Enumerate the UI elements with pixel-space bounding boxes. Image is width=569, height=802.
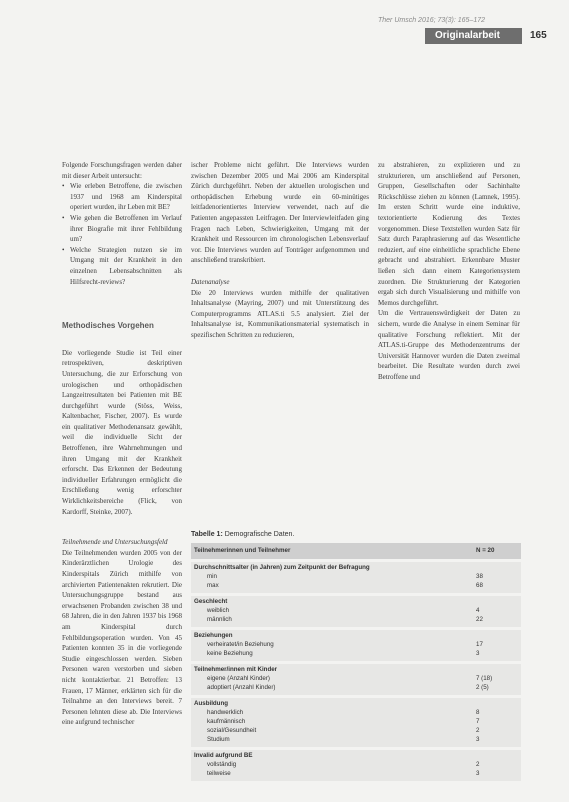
row-label: teilweise	[207, 770, 231, 777]
table-row	[191, 727, 521, 736]
row-value: 7	[476, 718, 480, 725]
group-title: Ausbildung	[194, 700, 229, 707]
research-questions-intro: Folgende Forschungsfragen werden daher mit dieser Arbeit untersucht:	[62, 161, 182, 180]
section-banner	[425, 28, 522, 44]
row-value: 7 (18)	[476, 675, 493, 682]
table-row	[191, 616, 521, 625]
table-row	[191, 582, 521, 591]
interview-paragraph: ischer Probleme nicht geführt. Die Interviews wurden zwischen Dezember 2005 und Mai 2006 am Kinderspital Zürich durchgeführt. Neben der aktuellen urologischen und orthopädischen Erhebung wurde ein 60-minütiges leitfadenorientiertes Interview verwendet, nach auf die Patienten angepassten Leitfragen. Der Interviewleitfaden ging Fragen nach Leben, Schwierigkeiten, Umgang mit der Krankheit und Ressourcen im chronologischen Lebensverlauf vor. Die Interviews wurden auf Tonträger aufgenommen und anschließend transkribiert.	[191, 161, 369, 265]
group-title: Geschlecht	[194, 598, 228, 605]
participants-paragraph: Die Teilnehmenden wurden 2005 von der Kinderärztlichen Urologie des Kinderspitals Zürich mithilfe von archivierten Patientenakten rekrutiert. Die Untersuchungsgruppe bestand aus erwachsenen Probanden zwischen 38 und 68 Jahren, die in den Jahren 1937 bis 1968 am Kinderspital durch Fehlbildungsoperation wurden. Von 45 Patienten konnten 35 in die vorliegende Studie eingeschlossen werden. Sieben Personen waren verstorben und sieben nicht kontaktierbar. 21 Betroffen: 13 Frauen, 17 Männer, erklärten sich für die Teilnahme an den Interviews bereit. 7 Personen lehnten diese ab. Die Interviews eine aufgrund technischer	[62, 548, 182, 727]
row-value: 2	[476, 761, 480, 768]
row-label: Studium	[207, 736, 230, 743]
group-title: Teilnehmer/innen mit Kinder	[194, 666, 278, 673]
table-column-header: Teilnehmerinnen und Teilnehmer	[194, 547, 291, 554]
row-label: eigene (Anzahl Kinder)	[207, 675, 270, 682]
section-label: Originalarbeit	[435, 30, 501, 41]
analysis-paragraph: Die 20 Interviews wurden mithilfe der qualitativen Inhaltsanalyse (Mayring, 2007) und mit Unterstützung des Computerprogramms ATLAS.ti 5.5 analysiert. Ziel der Inhaltsanalyse ist, Kommunikationsmaterial systematisch in spezifischen Schritten zu reduzieren,	[191, 288, 369, 339]
table-row	[191, 607, 521, 616]
table-row	[191, 675, 521, 684]
row-label: kaufmännisch	[207, 718, 246, 725]
row-label: verheiratet/in Beziehung	[207, 641, 274, 648]
table-row	[191, 736, 521, 745]
table-group-gender	[191, 596, 521, 627]
group-title: Invalid aufgrund BE	[194, 752, 253, 759]
journal-reference: Ther Umsch 2016; 73(3): 165–172	[378, 17, 486, 24]
list-item: • Welche Strategien nutzen sie im Umgang mit der Krankheit in den einzelnen Lebensabschnitten als Hilfsrecht-reviews?	[62, 245, 182, 287]
row-value: 38	[476, 573, 483, 580]
group-title: Beziehungen	[194, 632, 233, 639]
page-header	[0, 0, 569, 60]
list-item: • Wie gehen die Betroffenen im Verlauf ihrer Biografie mit ihrer Fehlbildung um?	[62, 213, 182, 245]
row-value: 3	[476, 770, 480, 777]
table-group-children	[191, 664, 521, 695]
analysis-continued-paragraph: zu abstrahieren, zu explizieren und zu strukturieren, um anschließend auf Personen, Gruppen, Gesellschaften oder Sachinhalte Rückschlüsse ziehen zu können (Lamnek, 1995). Im ersten Schritt wurde eine induktive, textorientierte Kodierung des Textes vorgenommen. Diese Textstellen wurden Satz für Satz durch Paraphrasierung auf das Wesentliche reduziert, auf eine einheitliche sprachliche Ebene gebracht und abstrahiert. Erkennbare Muster ließen sich dann einem Kategoriensystem zuordnen. Die Strukturierung der Kategorien ergab sich durch Visualisierung und mithilfe von Memos durchgeführt.	[378, 161, 520, 307]
row-value: 4	[476, 607, 480, 614]
table-caption-label: Tabelle 1:	[191, 531, 223, 538]
row-value: 17	[476, 641, 483, 648]
table-caption-text: Demografische Daten.	[224, 531, 295, 538]
table-group-age	[191, 562, 521, 593]
row-label: sozial/Gesundheit	[207, 727, 257, 734]
column-1	[62, 160, 182, 728]
demographics-table	[191, 543, 521, 781]
table-caption	[191, 531, 521, 538]
table-row	[191, 761, 521, 770]
table-row	[191, 684, 521, 693]
analysis-heading: Datenanalyse	[191, 277, 230, 286]
row-value: 3	[476, 650, 480, 657]
table-header-row	[191, 543, 521, 559]
row-value: 68	[476, 582, 483, 589]
table-row	[191, 573, 521, 582]
table-row	[191, 770, 521, 779]
row-value: 8	[476, 709, 480, 716]
methods-paragraph: Die vorliegende Studie ist Teil einer retrospektiven, deskriptiven Untersuchung, die zur Erforschung von urologischen und orthopädischen Langzeitresultaten bei Patienten mit BE durchgeführt wurde (Stöss, Weiss, Kaltenbacher, Fischer, 2007). Es wurde ein qualitativer Methodenansatz gewählt, weil die individuelle Sicht der Betroffenen, ihre Wahrnehmungen und ihren Umgang mit der Krankheit erforscht. Das Erkennen der Bedeutung individueller Erfahrungen ermöglicht die Erschließung wenig erforschter Wirklichkeitsbereiche (Flick, von Kardorff, Steinke, 2007).	[62, 348, 182, 516]
methods-heading: Methodisches Vorgehen	[62, 321, 154, 331]
table-group-education	[191, 698, 521, 747]
trustworthiness-paragraph: Um die Vertrauenswürdigkeit der Daten zu sichern, wurde die Analyse in einem Seminar für qualitative Forschung reflektiert. Mit der ATLAS.ti-Gruppe des Methodenzentrums der Universität Hannover wurden die Daten zweimal bearbeitet. Die Resultate wurden durch zwei Betroffene und	[378, 309, 520, 381]
row-label: adoptiert (Anzahl Kinder)	[207, 684, 276, 691]
group-title: Durchschnittsalter (in Jahren) zum Zeitpunkt der Befragung	[194, 564, 370, 571]
table-row	[191, 718, 521, 727]
research-questions-list	[62, 181, 182, 287]
row-label: weiblich	[207, 607, 230, 614]
column-3	[378, 160, 520, 382]
page-number: 165	[530, 30, 547, 41]
table-group-invalidity	[191, 750, 521, 781]
row-value: 3	[476, 736, 480, 743]
row-value: 2 (5)	[476, 684, 489, 691]
row-label: min	[207, 573, 217, 580]
row-value: 2	[476, 727, 480, 734]
participants-heading: Teilnehmende und Untersuchungsfeld	[62, 538, 168, 547]
row-label: keine Beziehung	[207, 650, 253, 657]
row-label: max	[207, 582, 219, 589]
table-row	[191, 650, 521, 659]
row-label: vollständig	[207, 761, 237, 768]
list-item: • Wie erleben Betroffene, die zwischen 1937 und 1968 am Kinderspital operiert wurden, ihr Leben mit BE?	[62, 181, 182, 213]
column-2	[191, 160, 369, 341]
table-group-relationships	[191, 630, 521, 661]
row-label: männlich	[207, 616, 232, 623]
table-row	[191, 709, 521, 718]
table-n-header: N = 20	[476, 547, 495, 554]
row-label: handwerklich	[207, 709, 244, 716]
table-row	[191, 641, 521, 650]
row-value: 22	[476, 616, 483, 623]
